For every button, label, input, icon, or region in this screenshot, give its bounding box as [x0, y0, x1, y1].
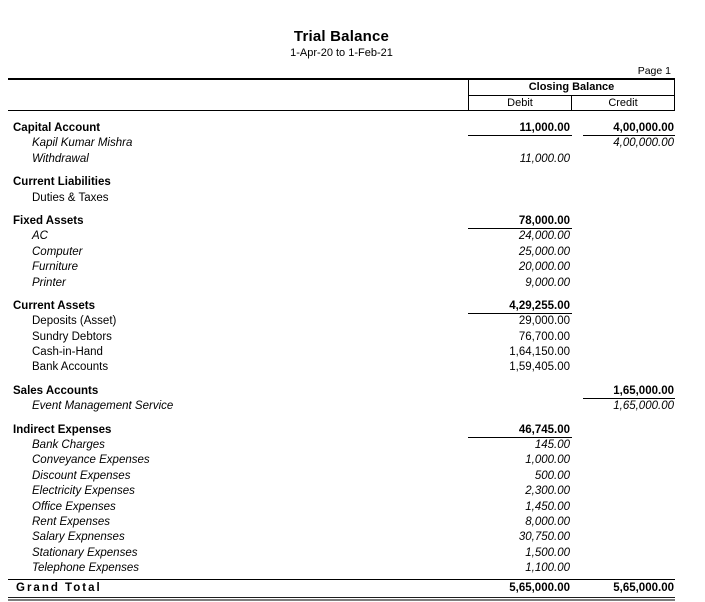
- credit-value: 1,65,000.00: [613, 400, 674, 413]
- credit-value: [572, 345, 675, 360]
- credit-value: [572, 546, 675, 561]
- account-name: Electricity Expenses: [32, 485, 135, 498]
- table-row: [8, 515, 675, 530]
- page-number: Page 1: [637, 65, 671, 77]
- debit-value: 11,000.00: [519, 152, 570, 165]
- debit-value: 29,000.00: [518, 315, 570, 328]
- debit-value: 1,450.00: [525, 500, 570, 513]
- report-bottom-rule: [8, 597, 675, 601]
- account-name: Indirect Expenses: [13, 423, 112, 436]
- debit-value: 46,745.00: [468, 423, 572, 438]
- account-rows: [8, 121, 675, 577]
- credit-value: [572, 453, 675, 468]
- account-name: Bank Charges: [32, 439, 105, 452]
- debit-value: 1,100.00: [525, 562, 570, 575]
- grand-total-row: [8, 579, 675, 596]
- grand-total-credit: 5,65,000.00: [613, 581, 674, 594]
- table-row: [8, 260, 675, 275]
- table-row: [8, 384, 675, 399]
- credit-value: 4,00,000.00: [572, 121, 675, 136]
- debit-value: 1,59,405.00: [509, 361, 570, 374]
- table-row: [8, 453, 675, 468]
- table-row: [8, 469, 675, 484]
- report-title: Trial Balance: [293, 28, 390, 45]
- table-row: [8, 175, 675, 190]
- table-row: [8, 314, 675, 329]
- account-name: Withdrawal: [32, 152, 89, 165]
- debit-value: 8,000.00: [525, 515, 570, 528]
- table-row: [8, 423, 675, 438]
- credit-value: [572, 438, 675, 453]
- table-row: [8, 438, 675, 453]
- debit-value: [468, 384, 572, 399]
- account-name: Current Liabilities: [13, 176, 111, 189]
- particulars-column-header: [8, 80, 468, 110]
- credit-value: [572, 515, 675, 530]
- credit-value: [572, 229, 675, 244]
- account-name: Current Assets: [13, 299, 96, 312]
- table-row: [8, 299, 675, 314]
- account-name: Sundry Debtors: [32, 330, 112, 343]
- grand-total-debit: 5,65,000.00: [509, 581, 570, 594]
- debit-value: 2,300.00: [525, 485, 570, 498]
- credit-value: [572, 469, 675, 484]
- debit-value: 500.00: [534, 469, 570, 482]
- credit-value: [572, 423, 675, 438]
- account-name: Stationary Expenses: [32, 546, 138, 559]
- credit-value: [572, 245, 675, 260]
- credit-value: [572, 484, 675, 499]
- credit-value: [572, 561, 675, 576]
- debit-value: 4,29,255.00: [468, 299, 572, 314]
- credit-value: [572, 175, 675, 190]
- credit-value: [572, 214, 675, 229]
- account-name: Fixed Assets: [13, 214, 84, 227]
- debit-value: 11,000.00: [468, 121, 572, 136]
- table-row: [8, 484, 675, 499]
- table-row: [8, 399, 675, 414]
- credit-value: [572, 500, 675, 515]
- account-name: Telephone Expenses: [32, 562, 139, 575]
- debit-value: 24,000.00: [518, 230, 570, 243]
- account-name: Event Management Service: [32, 400, 174, 413]
- credit-value: 1,65,000.00: [572, 384, 675, 399]
- account-name: AC: [32, 230, 48, 243]
- account-name: Duties & Taxes: [32, 191, 109, 204]
- debit-value: 145.00: [534, 439, 570, 452]
- report-period: 1-Apr-20 to 1-Feb-21: [290, 47, 393, 59]
- debit-value: 25,000.00: [518, 245, 570, 258]
- table-row: [8, 561, 675, 576]
- table-row: [8, 500, 675, 515]
- debit-value: 9,000.00: [525, 276, 570, 289]
- debit-value: 78,000.00: [468, 214, 572, 229]
- closing-balance-header-box: [468, 80, 675, 110]
- credit-value: [572, 330, 675, 345]
- debit-value: 76,700.00: [518, 330, 570, 343]
- account-name: Office Expenses: [32, 500, 116, 513]
- credit-value: [572, 314, 675, 329]
- debit-value: [468, 399, 572, 414]
- credit-value: [572, 360, 675, 375]
- account-name: Deposits (Asset): [32, 315, 117, 328]
- table-header: [8, 78, 675, 111]
- credit-value: [572, 191, 675, 206]
- table-row: [8, 345, 675, 360]
- debit-column-header: Debit: [469, 96, 572, 110]
- table-row: [8, 136, 675, 151]
- table-row: [8, 152, 675, 167]
- account-name: Salary Expnenses: [32, 531, 125, 544]
- account-name: Kapil Kumar Mishra: [32, 137, 133, 150]
- table-row: [8, 121, 675, 136]
- credit-value: 4,00,000.00: [613, 137, 674, 150]
- account-name: Discount Expenses: [32, 469, 131, 482]
- debit-value: [468, 136, 572, 151]
- account-name: Cash-in-Hand: [32, 346, 103, 359]
- debit-value: [468, 191, 572, 206]
- credit-value: [572, 530, 675, 545]
- account-name: Printer: [32, 276, 66, 289]
- debit-value: 30,750.00: [518, 531, 570, 544]
- closing-balance-header: Closing Balance: [469, 80, 674, 96]
- account-name: Furniture: [32, 261, 79, 274]
- account-name: Capital Account: [13, 122, 101, 134]
- credit-value: [572, 299, 675, 314]
- account-name: Sales Accounts: [13, 384, 99, 397]
- debit-value: 20,000.00: [518, 261, 570, 274]
- table-row: [8, 276, 675, 291]
- table-row: [8, 530, 675, 545]
- credit-value: [572, 260, 675, 275]
- debit-value: 1,500.00: [525, 546, 570, 559]
- debit-value: [468, 175, 572, 190]
- account-name: Bank Accounts: [32, 361, 109, 374]
- table-row: [8, 330, 675, 345]
- account-name: Conveyance Expenses: [32, 454, 150, 467]
- table-row: [8, 229, 675, 244]
- credit-value: [572, 152, 675, 167]
- table-row: [8, 546, 675, 561]
- table-row: [8, 245, 675, 260]
- table-row: [8, 214, 675, 229]
- table-row: [8, 191, 675, 206]
- account-name: Computer: [32, 245, 83, 258]
- debit-value: 1,64,150.00: [509, 346, 570, 359]
- grand-total-label: Grand Total: [16, 581, 102, 594]
- credit-value: [572, 276, 675, 291]
- credit-column-header: Credit: [608, 97, 638, 109]
- debit-value: 1,000.00: [525, 454, 570, 467]
- table-row: [8, 360, 675, 375]
- account-name: Rent Expenses: [32, 515, 110, 528]
